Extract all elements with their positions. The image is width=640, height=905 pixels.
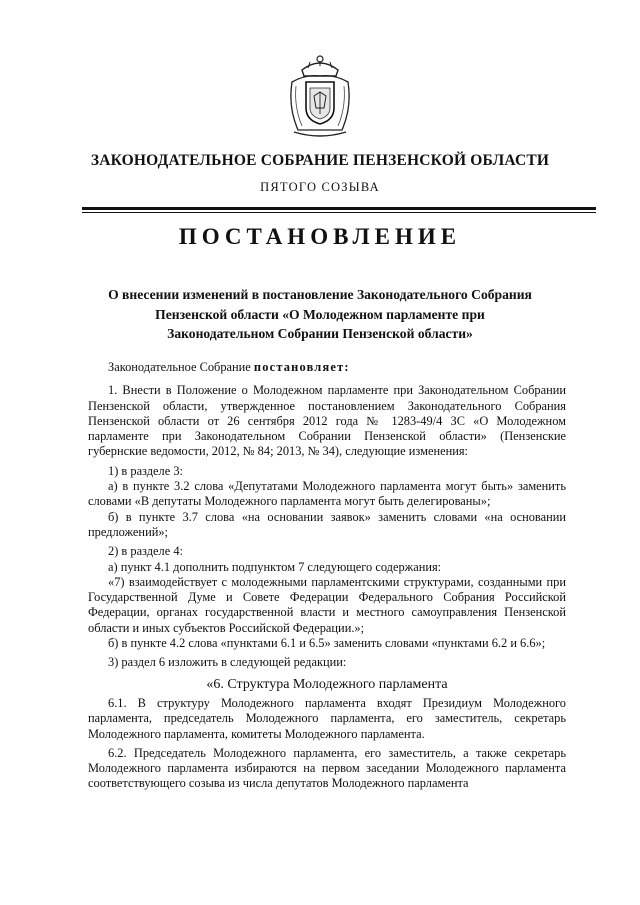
paragraph-6-1: 6.1. В структуру Молодежного парламента входят Президиум Молодежного парламента, председатель Молодежного парламента, его заместитель, секретарь Молодежного парламента, комитеты Молодежного парламента. [88,695,566,741]
item-3: 3) раздел 6 изложить в следующей редакции: [108,655,347,670]
paragraph-1: 1. Внести в Положение о Молодежном парламенте при Законодательном Собрании Пензенской области, утвержденное постановлением Законодательного Собрания Пензенской области от 26 сентября 2012 года № 1283-49/4 ЗС «О Молодежном парламенте при Законодательном Собрании Пензенской области» (Пензенские губернские ведомости, 2012, № 84; 2013, № 34), следующие изменения: [88,383,566,459]
intro-resolves: постановляет: [253,360,350,374]
subject-line-2: Пензенской области «О Молодежном парламенте при [155,306,485,322]
convocation-label: ПЯТОГО СОЗЫВА [260,180,380,194]
item-2a-quote: «7) взаимодействует с молодежными парламентскими структурами, созданными при Государственной Думе и Совете Федерации Федерального Собрания Российской Федерации, органах государственной власти и местного самоуправления Пензенской области и иных субъектов Российской Федерации.»; [88,574,566,635]
item-2: 2) в разделе 4: [108,544,183,559]
subject-line-3: Законодательном Собрании Пензенской области» [167,326,473,341]
header-divider-thin [82,212,596,213]
header-divider-thick [82,207,596,210]
document-body [88,360,566,796]
section-6-title: «6. Структура Молодежного парламента [206,676,448,692]
coat-of-arms-icon [284,52,356,140]
item-1: 1) в разделе 3: [108,463,183,478]
item-2a: а) пункт 4.1 дополнить подпунктом 7 следующего содержания: [108,559,442,574]
intro-paragraph: Законодательное Собрание постановляет: [108,360,350,374]
item-1a: а) в пункте 3.2 слова «Депутатами Молодежного парламента могут быть» заменить словами «В депутаты Молодежного парламента могут быть делегированы»; [88,479,566,509]
item-1b: б) в пункте 3.7 слова «на основании заявок» заменить словами «на основании предложений»; [88,509,566,539]
paragraph-6-2: 6.2. Председатель Молодежного парламента, его заместитель, а также секретарь Молодежного парламента избираются на первом заседании Молодежного парламента соответствующего созыва из числа депутатов Молодежного парламента [88,745,566,791]
document-type-title: ПОСТАНОВЛЕНИЕ [178,224,462,249]
subject-line-1: О внесении изменений в постановление Законодательного Собрания [108,287,532,302]
document-subject [70,285,570,344]
item-2b: б) в пункте 4.2 слова «пунктами 6.1 и 6.5» заменить словами «пунктами 6.2 и 6.6»; [108,636,546,651]
organization-title: ЗАКОНОДАТЕЛЬНОЕ СОБРАНИЕ ПЕНЗЕНСКОЙ ОБЛАСТИ [90,152,550,169]
